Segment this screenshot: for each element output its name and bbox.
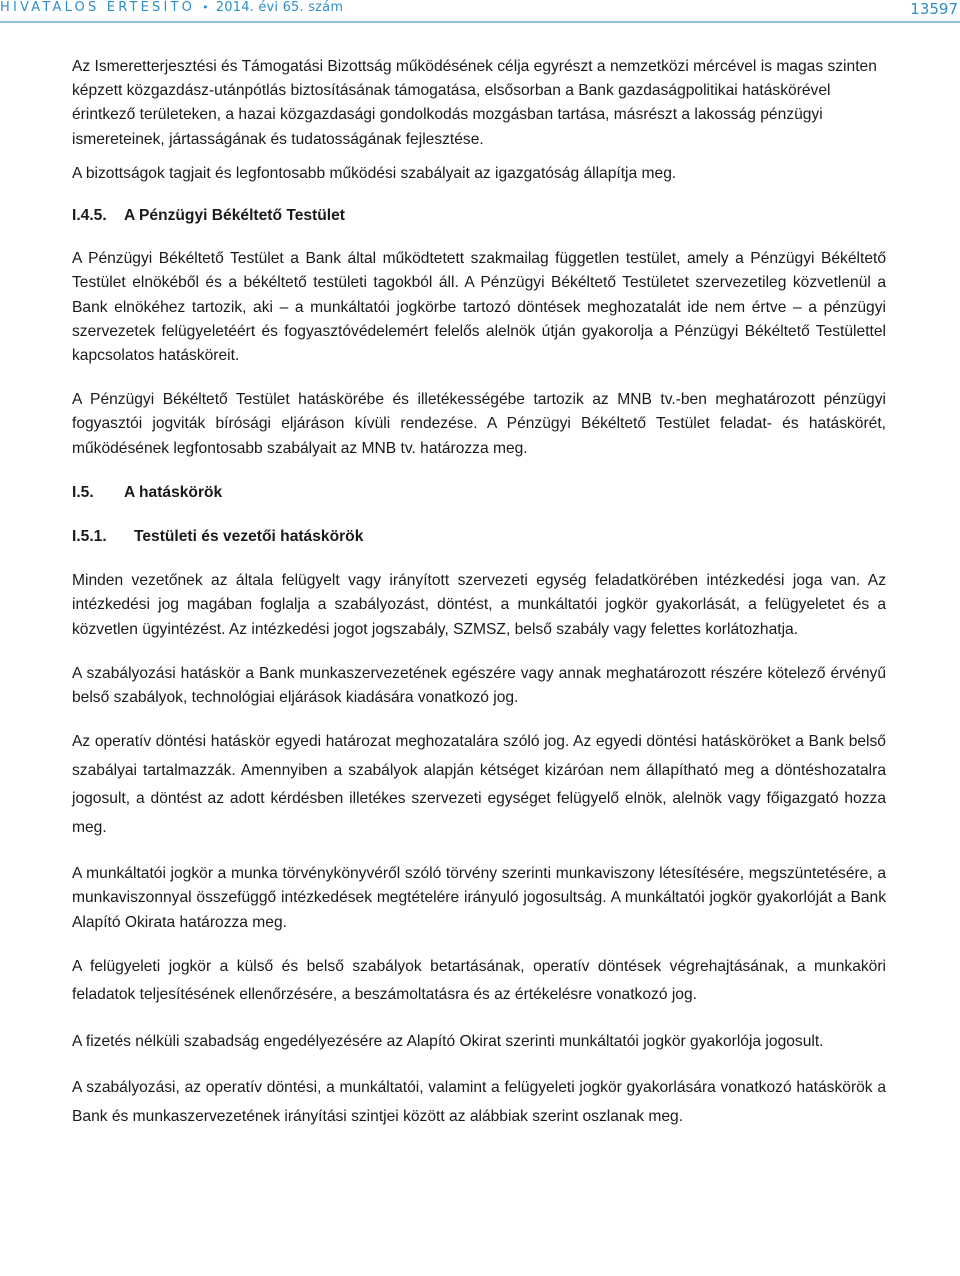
section-heading-i5 — [72, 481, 886, 505]
section-number: I.5.1. — [72, 528, 107, 546]
i45-paragraph-2: A Pénzügyi Békéltető Testület hatáskörébe és illetékességébe tartozik az MNB tv.-ben meghatározott pénzügyi fogyasztói jogviták bírósági eljáráson kívüli rendezése. A Pénzügyi Békéltető Testület feladat- és hatáskörét, működésének legfontosabb szabályait az MNB tv. határozza meg. — [72, 391, 886, 457]
section-title: A Pénzügyi Békéltető Testület — [124, 207, 345, 225]
page-header — [0, 0, 960, 22]
i51-paragraph-5: A felügyeleti jogkör a külső és belső szabályok betartásának, operatív döntések végrehajtásának, a munkaköri feladatok teljesítésének ellenőrzésére, a beszámoltatásra és az értékelésre vonatkozó jog. — [72, 957, 886, 1004]
section-heading-i45 — [72, 204, 886, 228]
i51-paragraph-4: A munkáltatói jogkör a munka törvénykönyvéről szóló törvény szerinti munkaviszony létesítésére, megszüntetésére, a munkaviszonnyal összefüggő intézkedések megtételére irányuló jogosultság. A munkáltatói jogkör gyakorlóját a Bank Alapító Okirata határozza meg. — [72, 865, 886, 931]
issue-label: 2014. évi 65. szám — [215, 0, 344, 15]
i51-paragraph-2: A szabályozási hatáskör a Bank munkaszervezetének egészére vagy annak meghatározott részére kötelező érvényű belső szabályok, technológiai eljárások kiadására vonatkozó jog. — [72, 664, 886, 707]
section-title: Testületi és vezetői hatáskörök — [134, 528, 364, 546]
i51-paragraph-3: Az operatív döntési hatáskör egyedi határozat meghozatalára szóló jog. Az egyedi döntési hatásköröket a Bank belső szabályai tartalmazzák. Amennyiben a szabályok alapján kétséget kizáróan nem állapítható meg a döntéshozatalra jogosult, a döntést az adott kérdésben illetékes szervezeti egységet felügyelő elnök, alelnök vagy főigazgató hozza meg. — [72, 733, 886, 836]
publication-title: HIVATALOS ÉRTESÍTŐ — [0, 0, 196, 15]
section-number: I.4.5. — [72, 207, 107, 225]
section-title: A hatáskörök — [124, 483, 223, 501]
i51-paragraph-6: A fizetés nélküli szabadság engedélyezésére az Alapító Okirat szerinti munkáltatói jogkör gyakorlója jogosult. — [72, 1032, 824, 1050]
i51-paragraph-1: Minden vezetőnek az általa felügyelt vagy irányított szervezeti egység feladatkörében intézkedési joga van. Az intézkedési jog magában foglalja a szabályozást, döntést, a munkáltatói jogkör gyakorlását, a felügyeletet és a közvetlen ügyintézést. Az intézkedési jogot jogszabály, SZMSZ, belső szabály vagy felettes korlátozhatja. — [72, 572, 886, 638]
header-left — [0, 0, 343, 15]
section-heading-i51 — [72, 525, 886, 549]
document-body — [72, 55, 886, 1131]
section-number: I.5. — [72, 483, 94, 501]
i51-paragraph-7: A szabályozási, az operatív döntési, a munkáltatói, valamint a felügyeleti jogkör gyakorlására vonatkozó hatáskörök a Bank és munkaszervezetének irányítási szintjei között az alábbiak szerint oszlanak meg. — [72, 1079, 886, 1125]
header-rule — [0, 21, 960, 23]
intro-paragraph-2: A bizottságok tagjait és legfontosabb működési szabályait az igazgatóság állapítja meg. — [72, 164, 677, 182]
intro-paragraph-1: Az Ismeretterjesztési és Támogatási Bizottság működésének célja egyrészt a nemzetközi mércével is magas szinten képzett közgazdász-utánpótlás biztosításának támogatása, elsősorban a Bank gazdaságpolitikai hatáskörével érintkező területeken, a hazai közgazdasági gondolkodás mozgásban tartása, másrészt a lakosság pénzügyi ismereteinek, jártasságának és tudatosságának fejlesztése. — [72, 58, 877, 148]
page-number: 13597 — [910, 0, 958, 18]
i45-paragraph-1: A Pénzügyi Békéltető Testület a Bank által működtetett szakmailag független testület, amely a Pénzügyi Békéltető Testület elnökéből és a békéltető testületi tagokból áll. A Pénzügyi Békéltető Testületet szervezetileg közvetlenül a Bank elnökéhez tartozik, aki – a munkáltatói jogkörbe tartozó döntések meghozatalát ide nem értve – a pénzügyi szervezetek felügyeletéért és fogyasztóvédelemért felelős alelnök útján gyakorolja a Pénzügyi Békéltető Testülettel kapcsolatos hatásköreit. — [72, 250, 886, 365]
bullet-separator: • — [202, 1, 209, 14]
